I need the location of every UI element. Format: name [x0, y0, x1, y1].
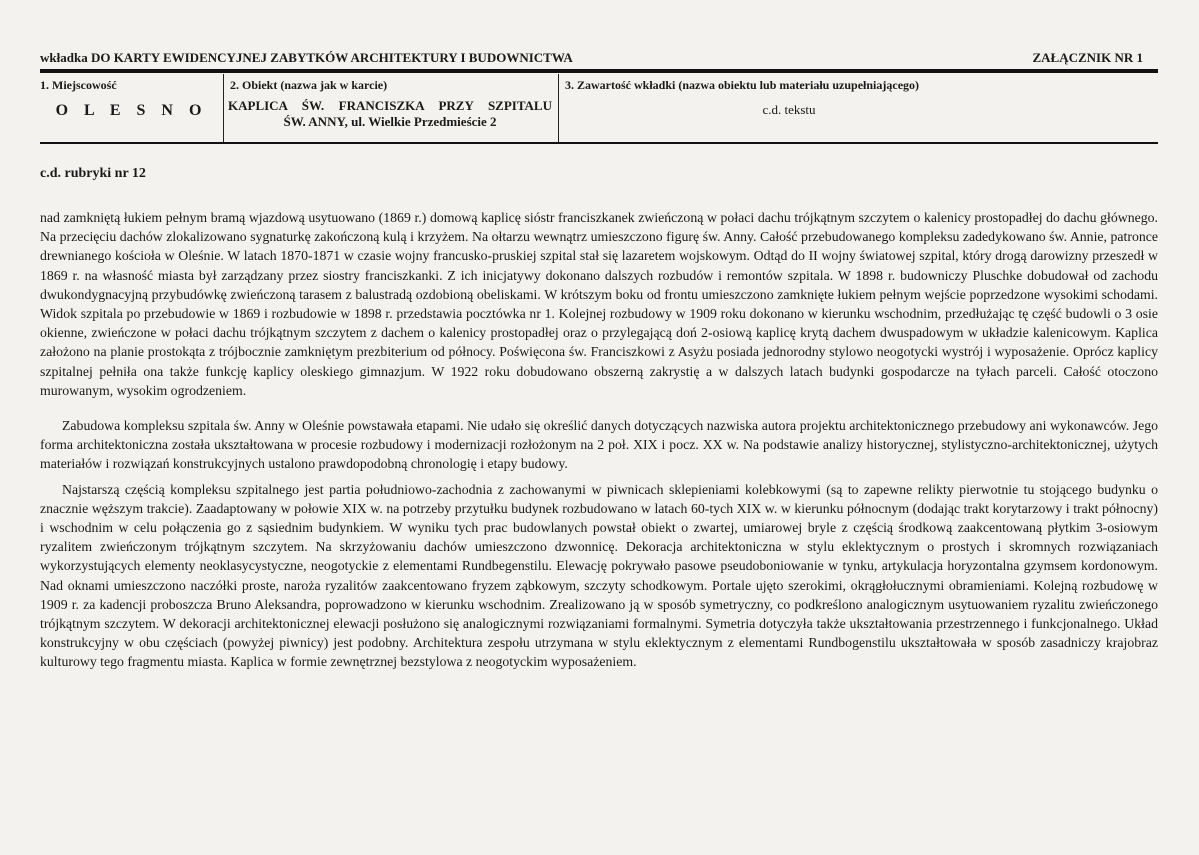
locality-cell: [40, 74, 224, 142]
content-cell: [559, 74, 1158, 142]
section-title: c.d. rubryki nr 12: [40, 166, 146, 181]
form-title: wkładka DO KARTY EWIDENCYJNEJ ZABYTKÓW ARCHITEKTURY I BUDOWNICTWA: [40, 50, 573, 65]
object-name-line1: KAPLICA ŚW. FRANCISZKA PRZY SZPITALU: [228, 98, 552, 113]
content-value: c.d. tekstu: [762, 102, 816, 117]
object-cell: [224, 74, 559, 142]
object-name: [228, 98, 552, 130]
object-name-line2: ŚW. ANNY, ul. Wielkie Przedmieście 2: [283, 114, 497, 129]
header-fields-table: [40, 74, 1158, 144]
paragraph: Najstarszą częścią kompleksu szpitalnego jest partia południowo-zachodnia z zachowanymi w piwnicach sklepieniami kolebkowymi (są to zapewne relikty pierwotnie tu stojącego budynku o znacznie węższym trakcie). Zaadaptowany w połowie XIX w. na potrzeby przytułku budynek rozbudowano w latach 60-tych XIX w. w kierunku północnym (dodając trakt korytarzowy i trakt północny) i wschodnim w celu połączenia go z sąsiednim budynkiem. W wyniku tych prac budowlanych powstał obiekt o zwartej, umiarowej bryle z częścią środkową zaakcentowaną płytkim 3-osiowym ryzalitem zwieńczonym trójkątnym szczytem. Na skrzyżowaniu dachów umieszczono dzwonnicę. Dekoracja architektoniczna w stylu eklektycznym o prostych i skromnych rozwiązaniach wykorzystujących elementy neoklasycystyczne, neogotyckie z elementami Rundbegenstilu. Elewację pokrywało pasowe pseudoboniowanie w tynku, artykulacja horyzontalna gzymsem kordonowym. Nad oknami umieszczono naczółki proste, naroża ryzalitów zaakcentowano fryzem ząbkowym, szczyty schodkowym. Portale ujęto szerokimi, okrągłołucznymi obramieniami. Kolejną rozbudowę w 1909 r. za kadencji proboszcza Bruno Aleksandra, poprowadzono w kierunku wschodnim. Zrealizowano ją w sposób symetryczny, co podkreślono analogicznym usytuowaniem ryzalitu zwieńczonego trójkątnym szczytem. W dekoracji architektonicznej elewacji posłużono się analogicznymi rozwiązaniami formalnymi. Symetria dotyczyła także ukształtowania przestrzennego i funkcjonalnego. Układ konstrukcyjny w obu częściach (powyżej piwnicy) jest podobny. Architektura zespołu utrzymana w stylu eklektycznym z elementami Rundbogenstilu ukształtowała w sposób zasadniczy krajobraz kulturowy tego fragmentu miasta. Kaplica w formie zewnętrznej bezstylowa z neogotyckim wyposażeniem.: [40, 481, 1158, 670]
attachment-label: ZAŁĄCZNIK NR 1: [1032, 50, 1143, 65]
paragraph: Zabudowa kompleksu szpitala św. Anny w Oleśnie powstawała etapami. Nie udało się określić danych dotyczących nazwiska autora projektu architektonicznego przebudowy ani wykonawców. Jego forma architektoniczna została ukształtowana w procesie rozbudowy i modernizacji rozłożonym na 2 poł. XIX i pocz. XX w. Na podstawie analizy historycznej, stylistyczno-architektonicznej, użytych materiałów i rozwiązań konstrukcyjnych ustalono prawdopodobną chronologię i etapy budowy.: [40, 418, 1158, 472]
body-text: [40, 208, 1158, 672]
header-rule: [40, 69, 1158, 73]
paragraph: nad zamkniętą łukiem pełnym bramą wjazdową usytuowano (1869 r.) domową kaplicę sióstr franciszkanek zwieńczoną w połaci dachu trójkątnym szczytem o kalenicy prostopadłej do dachu głównego. Na przecięciu dachów zlokalizowano sygnaturkę zakończoną kulą i krzyżem. Na ołtarzu wewnątrz umieszczono figurę św. Anny. Całość przebudowanego kompleksu zadedykowano św. Annie, patronce drewnianego kościoła w Oleśnie. W latach 1870-1871 w czasie wojny francusko-pruskiej szpital stał się lazaretem wojskowym. Odtąd do II wojny światowej szpital, który drogą darowizny przeszedł w 1869 r. na własność miasta był zarządzany przez siostry franciszkanki. Z ich inicjatywy dokonano dalszych rozbudów i remontów szpitala. W 1898 r. budowniczy Pluschke dobudował od zachodu dwukondygnacyjną przybudówkę zwieńczoną tarasem z balustradą ozdobioną obeliskami. W krótszym boku od frontu umieszczono zamknięte łukiem pełnym wejście poprzedzone wysokimi schodami. Widok szpitala po przebudowie w 1869 i rozbudowie w 1898 r. przedstawia pocztówka nr 1. Kolejnej rozbudowy w 1909 roku dokonano w kierunku wschodnim, przedłużając tę część budowli o 3 osie okienne, zwieńczone w połaci dachu trójkątnym szczytem z dachem o kalenicy prostopadłej oraz o przylegającą doń 2-osiową kaplicę krytą dachem dwuspadowym w układzie kalenicowym. Kaplica założono na planie prostokąta z trójbocznie zamkniętym prezbiterium od północy. Poświęcona św. Franciszkowi z Asyżu posiada jednorodny stylowo neogotycki wystrój i wyposażenie. Oprócz kaplicy szpitalnej pełniła ona także funkcję kaplicy oleskiego gimnazjum. W 1922 roku dobudowano obszerną zakrystię a w dalszych latach budynki gospodarcze na tyłach parceli. Całość otoczono murowanym, wysokim ogrodzeniem.: [40, 210, 1158, 398]
object-label: 2. Obiekt (nazwa jak w karcie): [230, 78, 388, 92]
content-label: 3. Zawartość wkładki (nazwa obiektu lub materiału uzupełniającego): [565, 78, 920, 92]
locality-label: 1. Miejscowość: [40, 78, 117, 92]
locality-value: O L E S N O: [55, 102, 208, 119]
